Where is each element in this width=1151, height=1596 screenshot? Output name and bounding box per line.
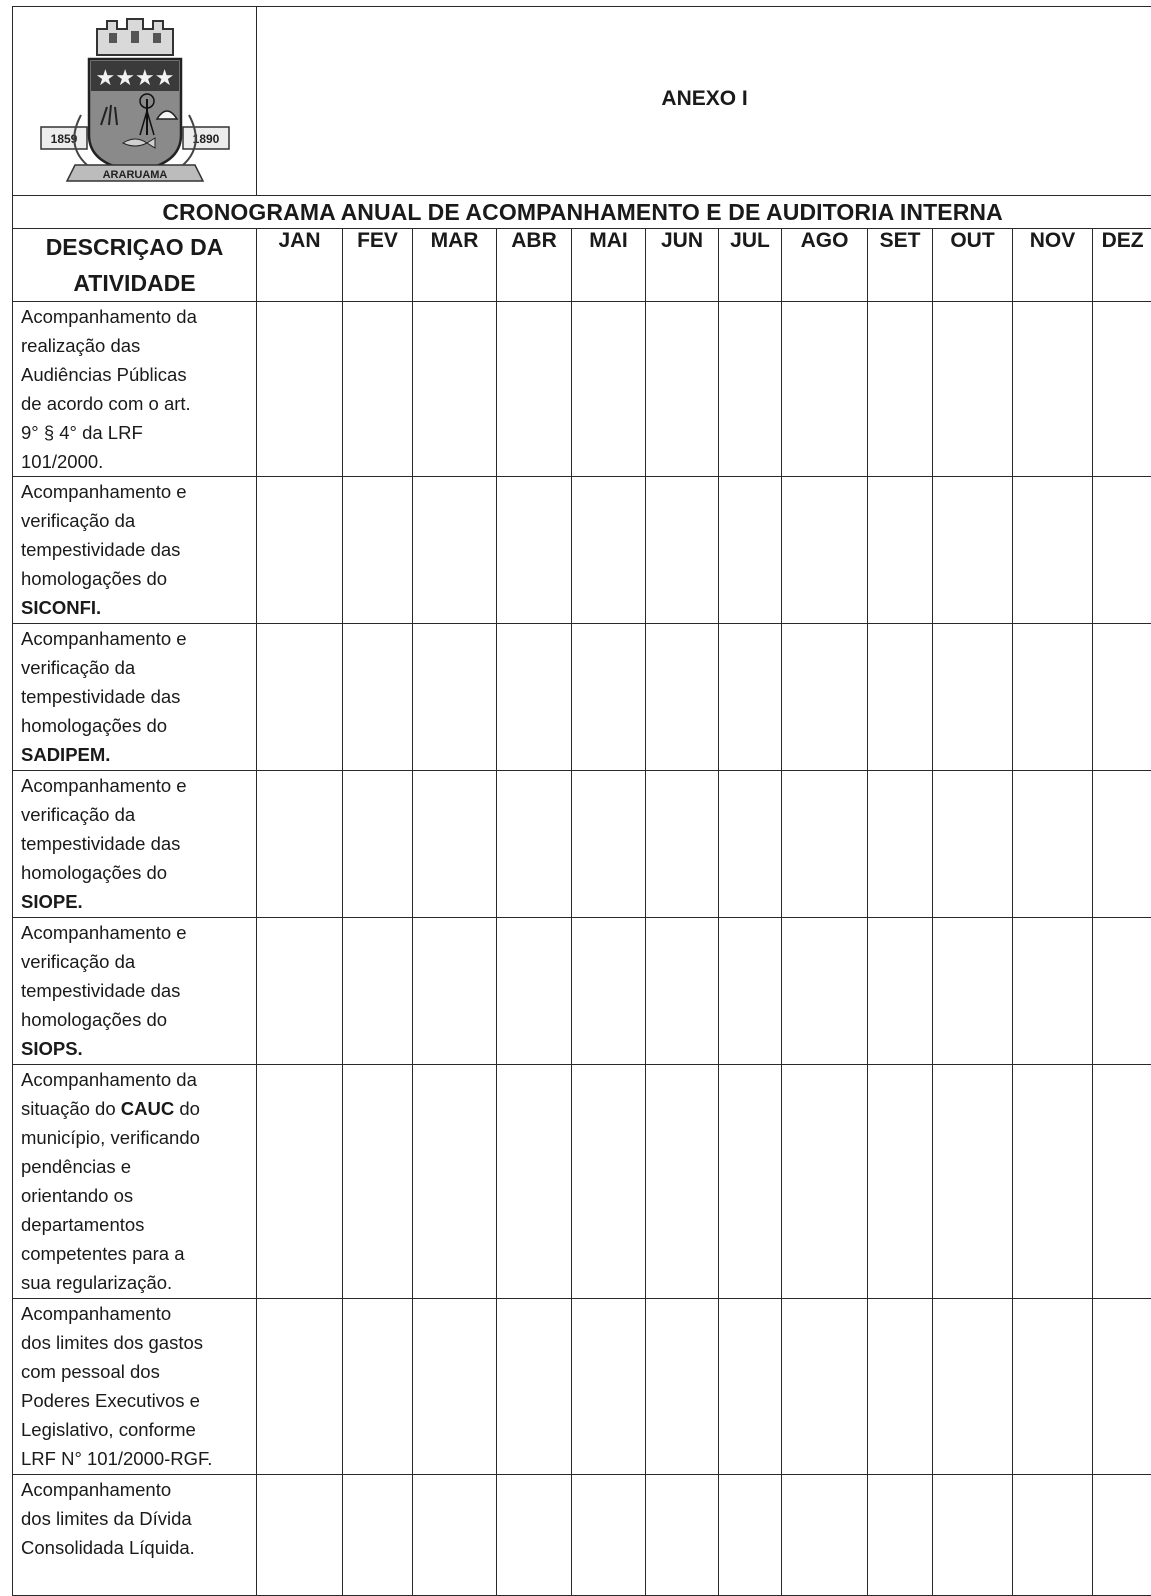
activity-text-line: orientando os <box>21 1185 133 1206</box>
month-cell <box>933 302 1013 477</box>
column-header-row <box>13 229 1151 302</box>
month-cell <box>497 1475 572 1596</box>
month-cell <box>719 1299 782 1475</box>
month-cell <box>1013 918 1093 1065</box>
month-cell <box>1013 1065 1093 1299</box>
month-cell <box>933 1475 1013 1596</box>
activity-text-line: de acordo com o art. <box>21 393 191 414</box>
schedule-title: CRONOGRAMA ANUAL DE ACOMPANHAMENTO E DE AUDITORIA INTERNA <box>13 196 1151 229</box>
annex-title-cell <box>257 7 1151 196</box>
activity-row <box>13 624 1151 771</box>
month-cell <box>572 477 646 624</box>
system-name: SIOPE. <box>21 891 83 912</box>
svg-text:★★★★: ★★★★ <box>95 66 174 91</box>
month-cell <box>343 302 413 477</box>
activity-text-line: dos limites da Dívida <box>21 1508 192 1529</box>
month-cell <box>1013 624 1093 771</box>
month-cell <box>497 624 572 771</box>
month-cell <box>343 624 413 771</box>
month-cell <box>646 1065 719 1299</box>
activity-text-line: pendências e <box>21 1156 131 1177</box>
month-cell <box>572 771 646 918</box>
month-cell <box>572 1475 646 1596</box>
month-cell <box>257 771 343 918</box>
month-cell <box>257 918 343 1065</box>
month-cell <box>572 624 646 771</box>
month-cell <box>413 1475 497 1596</box>
activity-text-line: município, verificando <box>21 1127 200 1148</box>
month-cell <box>782 477 868 624</box>
activity-text-line: realização das <box>21 335 140 356</box>
activity-text-line: Acompanhamento e <box>21 775 187 796</box>
month-cell <box>257 624 343 771</box>
schedule-table <box>12 6 1151 1596</box>
activity-text-line: tempestividade das <box>21 686 180 707</box>
annex-title: ANEXO I <box>661 87 747 111</box>
activity-text-line: Acompanhamento e <box>21 481 187 502</box>
month-cell <box>572 1299 646 1475</box>
month-cell <box>257 1299 343 1475</box>
activity-text-line: verificação da <box>21 657 135 678</box>
activity-text-line: Acompanhamento da <box>21 306 197 327</box>
system-name: CAUC <box>121 1098 174 1119</box>
month-cell <box>646 918 719 1065</box>
activity-text-line: situação do <box>21 1098 121 1119</box>
description-column-header <box>13 229 257 302</box>
activity-description <box>13 918 257 1065</box>
month-cell <box>1093 302 1151 477</box>
month-cell <box>343 771 413 918</box>
activity-text-line: do <box>174 1098 200 1119</box>
crest-year-left: 1859 <box>50 132 77 146</box>
activity-text-line: sua regularização. <box>21 1272 172 1293</box>
description-header-line1: DESCRIÇAO DA <box>46 234 224 260</box>
month-cell <box>1013 771 1093 918</box>
month-cell <box>868 1475 933 1596</box>
month-cell <box>257 1065 343 1299</box>
month-cell <box>868 1299 933 1475</box>
document-page <box>12 6 1151 1596</box>
month-cell <box>413 302 497 477</box>
month-cell <box>933 624 1013 771</box>
activity-description <box>13 1065 257 1299</box>
activity-description <box>13 477 257 624</box>
activity-text-line: Acompanhamento <box>21 1303 171 1324</box>
month-cell <box>413 624 497 771</box>
month-header-out: OUT <box>933 229 1013 302</box>
activity-text-line: Acompanhamento e <box>21 922 187 943</box>
month-header-nov: NOV <box>1013 229 1093 302</box>
month-cell <box>868 477 933 624</box>
month-cell <box>343 477 413 624</box>
month-cell <box>343 1065 413 1299</box>
activity-text-line: 9° § 4° da LRF <box>21 422 143 443</box>
system-name: SADIPEM. <box>21 744 110 765</box>
month-cell <box>1093 477 1151 624</box>
month-cell <box>719 771 782 918</box>
month-cell <box>413 918 497 1065</box>
activity-text-line: Acompanhamento <box>21 1479 171 1500</box>
activity-description <box>13 1299 257 1475</box>
month-cell <box>719 624 782 771</box>
month-cell <box>933 1299 1013 1475</box>
activity-text-line: tempestividade das <box>21 980 180 1001</box>
activity-text-line: 101/2000. <box>21 451 103 472</box>
month-cell <box>646 1475 719 1596</box>
activity-description <box>13 771 257 918</box>
activity-row <box>13 302 1151 477</box>
activity-text-line: Audiências Públicas <box>21 364 187 385</box>
month-cell <box>782 918 868 1065</box>
month-cell <box>1093 624 1151 771</box>
month-cell <box>1013 1475 1093 1596</box>
crest-banner: ARARUAMA <box>102 169 167 181</box>
coat-of-arms-cell <box>13 7 257 196</box>
activity-text-line: homologações do <box>21 1009 167 1030</box>
activity-description <box>13 302 257 477</box>
activity-description <box>13 1475 257 1596</box>
activity-text-line: Acompanhamento e <box>21 628 187 649</box>
activity-text-line: LRF N° 101/2000-RGF. <box>21 1448 212 1469</box>
month-header-jan: JAN <box>257 229 343 302</box>
month-cell <box>719 302 782 477</box>
month-cell <box>933 477 1013 624</box>
activity-text-line: verificação da <box>21 510 135 531</box>
activity-text-line: com pessoal dos <box>21 1361 160 1382</box>
activity-row <box>13 1475 1151 1596</box>
month-cell <box>572 918 646 1065</box>
activity-row <box>13 771 1151 918</box>
month-cell <box>868 918 933 1065</box>
month-cell <box>868 771 933 918</box>
system-name: SIOPS. <box>21 1038 83 1059</box>
month-cell <box>719 477 782 624</box>
month-header-fev: FEV <box>343 229 413 302</box>
month-cell <box>782 302 868 477</box>
activity-text-line: Consolidada Líquida. <box>21 1537 195 1558</box>
month-header-set: SET <box>868 229 933 302</box>
month-cell <box>343 1475 413 1596</box>
activity-text-line: Legislativo, conforme <box>21 1419 196 1440</box>
month-cell <box>1093 771 1151 918</box>
month-cell <box>413 477 497 624</box>
month-cell <box>572 1065 646 1299</box>
month-cell <box>933 1065 1013 1299</box>
activity-text-line: tempestividade das <box>21 539 180 560</box>
month-cell <box>343 1299 413 1475</box>
month-cell <box>646 771 719 918</box>
month-cell <box>1093 918 1151 1065</box>
activity-text-line: dos limites dos gastos <box>21 1332 203 1353</box>
month-cell <box>782 1065 868 1299</box>
month-cell <box>719 1065 782 1299</box>
activity-text-line: competentes para a <box>21 1243 185 1264</box>
activity-text-line: departamentos <box>21 1214 144 1235</box>
month-header-mai: MAI <box>572 229 646 302</box>
month-header-jul: JUL <box>719 229 782 302</box>
system-name: SICONFI. <box>21 597 101 618</box>
activity-text-line: homologações do <box>21 568 167 589</box>
month-header-mar: MAR <box>413 229 497 302</box>
month-cell <box>413 1065 497 1299</box>
activity-row <box>13 477 1151 624</box>
activity-row <box>13 1065 1151 1299</box>
month-cell <box>646 624 719 771</box>
month-cell <box>933 918 1013 1065</box>
activity-text-line: homologações do <box>21 715 167 736</box>
activity-row <box>13 1299 1151 1475</box>
month-cell <box>719 918 782 1065</box>
month-header-ago: AGO <box>782 229 868 302</box>
month-cell <box>782 771 868 918</box>
month-header-abr: ABR <box>497 229 572 302</box>
month-cell <box>343 918 413 1065</box>
month-cell <box>868 1065 933 1299</box>
activity-text-line: homologações do <box>21 862 167 883</box>
month-header-jun: JUN <box>646 229 719 302</box>
month-cell <box>868 302 933 477</box>
month-cell <box>1013 477 1093 624</box>
month-cell <box>782 1299 868 1475</box>
month-cell <box>497 1299 572 1475</box>
activity-row <box>13 918 1151 1065</box>
month-cell <box>782 1475 868 1596</box>
month-cell <box>1093 1475 1151 1596</box>
activity-text-line: Acompanhamento da <box>21 1069 197 1090</box>
month-cell <box>257 1475 343 1596</box>
month-cell <box>413 1299 497 1475</box>
month-cell <box>646 477 719 624</box>
month-cell <box>257 302 343 477</box>
araruama-coat-of-arms-icon <box>35 15 235 187</box>
month-cell <box>497 1065 572 1299</box>
month-cell <box>646 302 719 477</box>
activity-text-line: verificação da <box>21 951 135 972</box>
activity-text-line: tempestividade das <box>21 833 180 854</box>
activity-text-line: Poderes Executivos e <box>21 1390 200 1411</box>
month-cell <box>257 477 343 624</box>
month-cell <box>497 477 572 624</box>
month-cell <box>413 771 497 918</box>
month-cell <box>868 624 933 771</box>
activity-text-line: verificação da <box>21 804 135 825</box>
month-cell <box>933 771 1013 918</box>
month-cell <box>1013 302 1093 477</box>
activity-description <box>13 624 257 771</box>
month-cell <box>719 1475 782 1596</box>
month-cell <box>1093 1299 1151 1475</box>
description-header-line2: ATIVIDADE <box>73 270 195 296</box>
month-cell <box>497 302 572 477</box>
month-cell <box>497 918 572 1065</box>
month-cell <box>497 771 572 918</box>
month-cell <box>1013 1299 1093 1475</box>
month-cell <box>646 1299 719 1475</box>
month-cell <box>1093 1065 1151 1299</box>
month-cell <box>782 624 868 771</box>
month-header-dez: DEZ <box>1093 229 1151 302</box>
month-cell <box>572 302 646 477</box>
crest-year-right: 1890 <box>192 132 219 146</box>
